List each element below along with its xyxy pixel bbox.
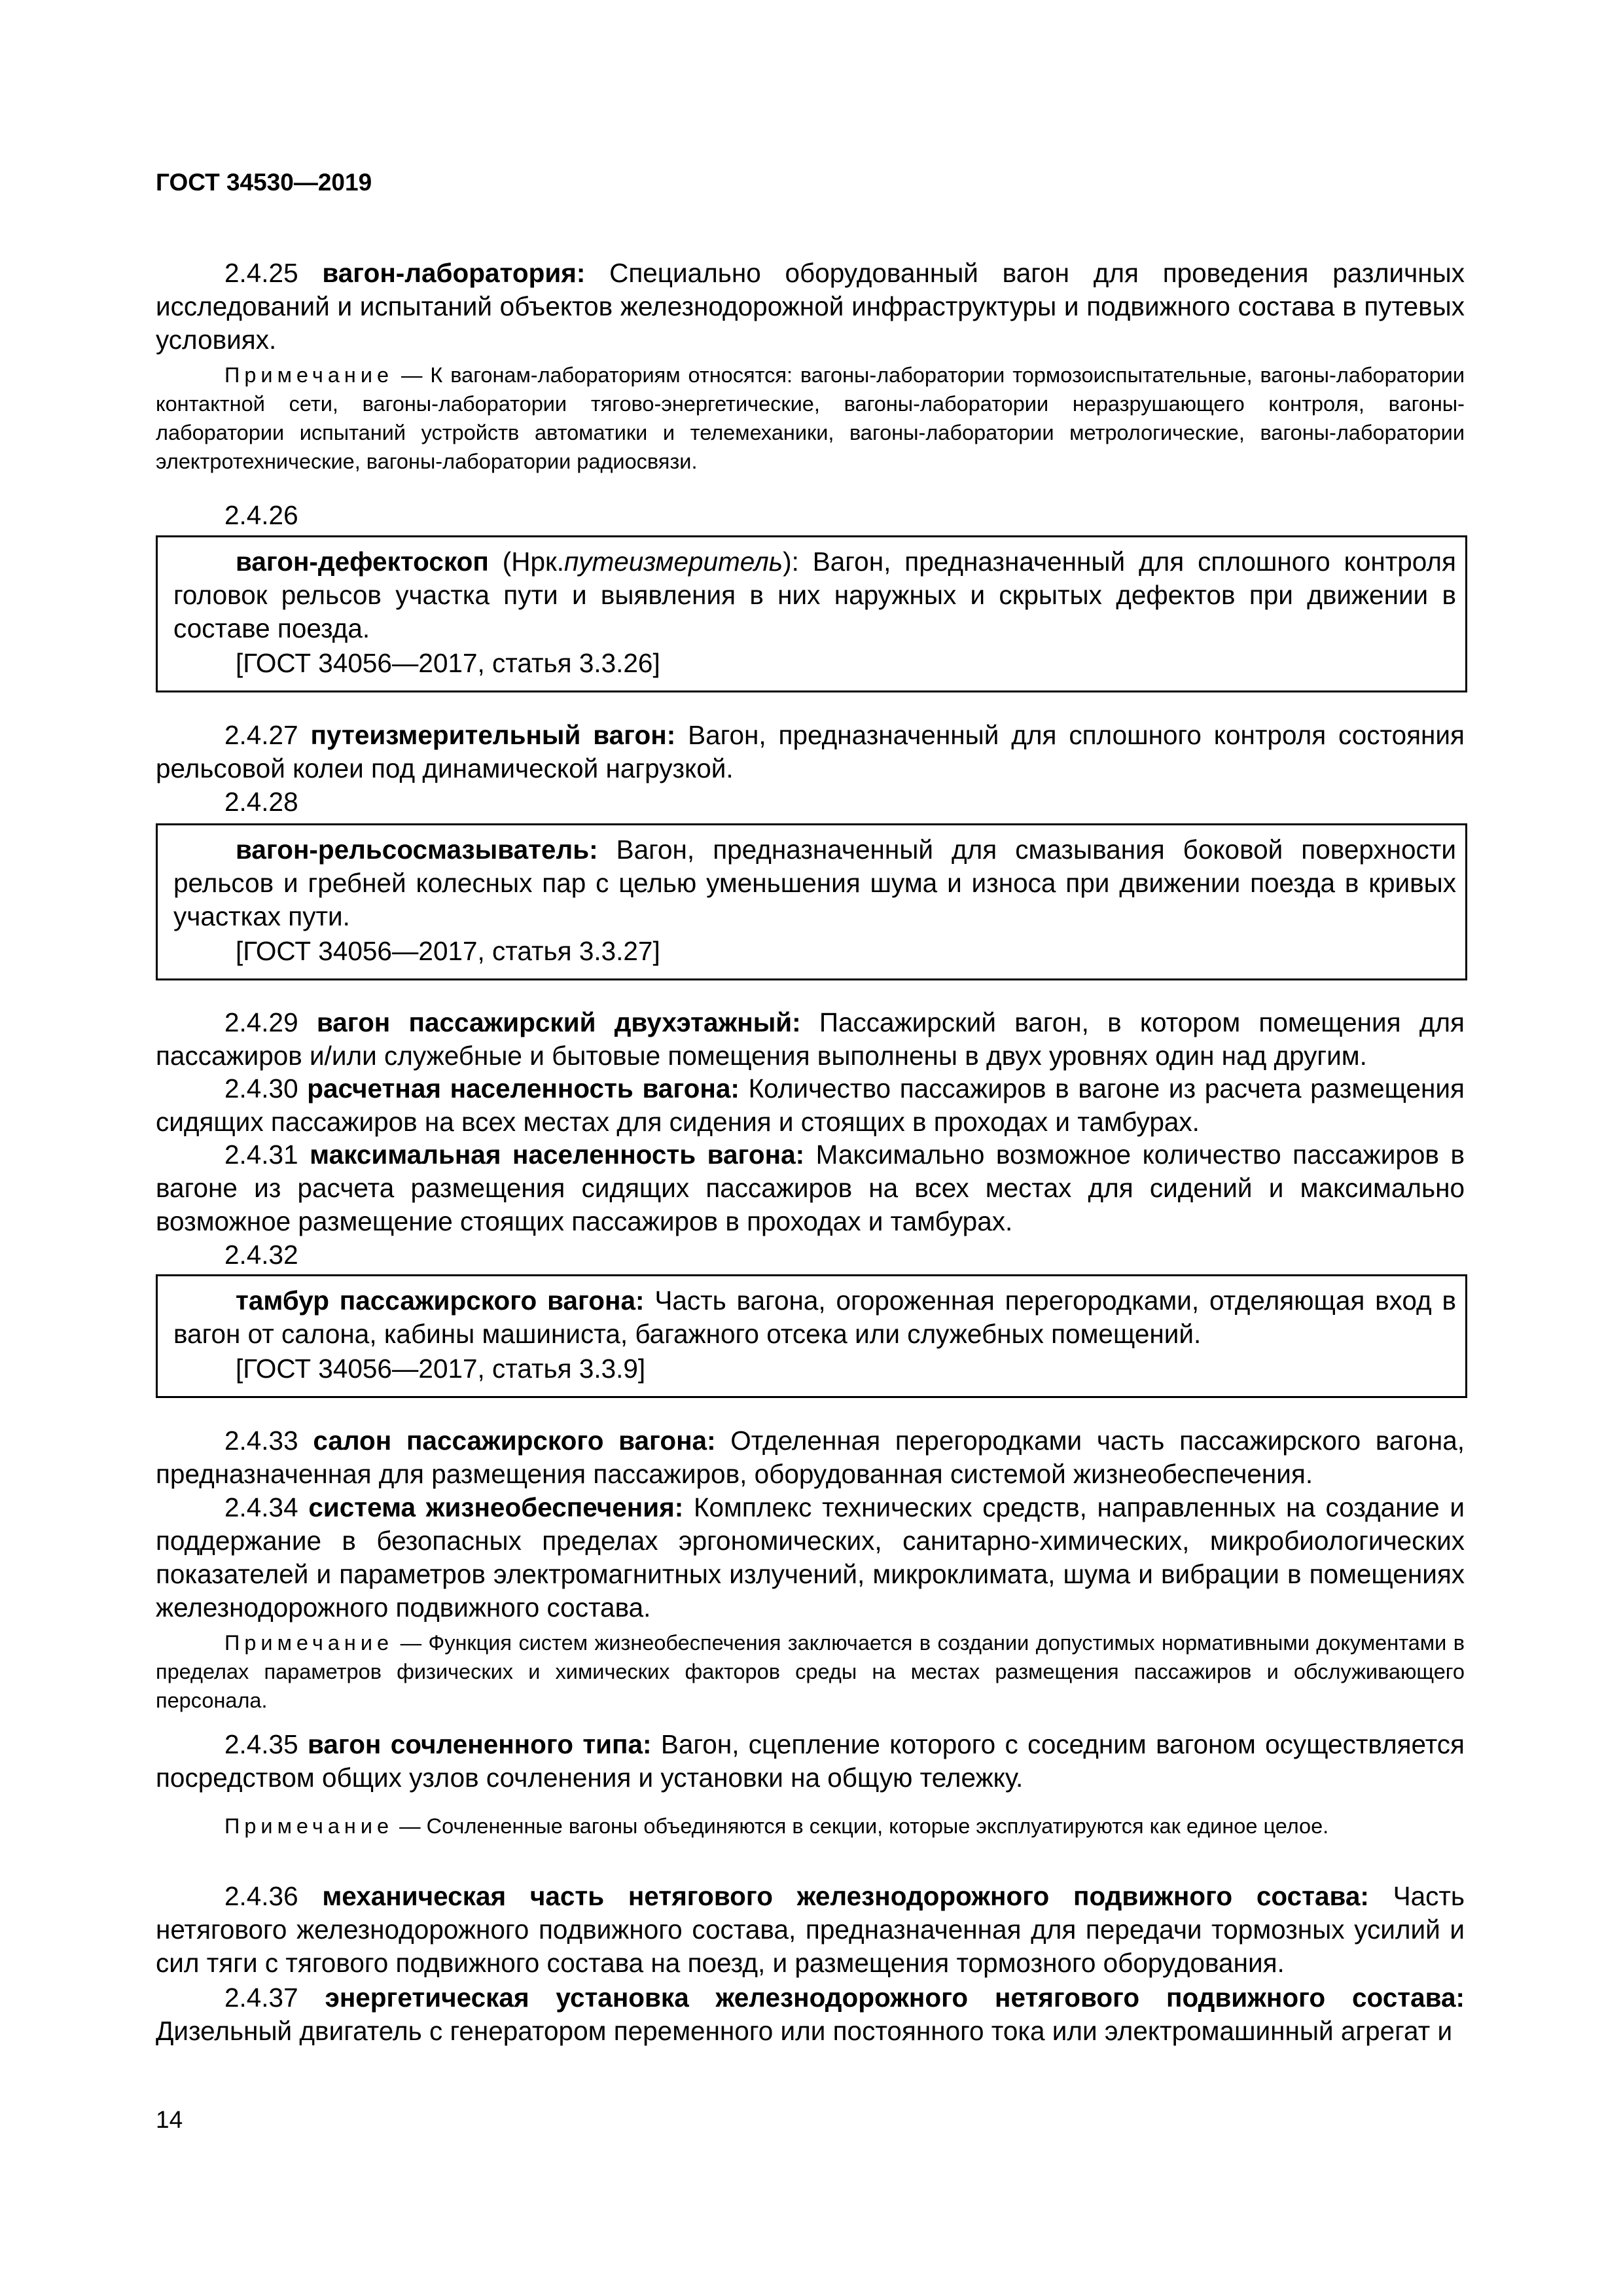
- clause-text: Отделенная перегородками часть пассажирского вагона, предназначенная для размещения пассажиров, оборудованная системой жизнеобеспечения.: [156, 1426, 1465, 1489]
- box-source: [ГОСТ 34056—2017, статья 3.3.26]: [236, 648, 660, 678]
- clause-number: 2.4.34: [224, 1492, 298, 1522]
- box-deprecated-term: путеизмеритель: [563, 547, 783, 577]
- page-number: 14: [156, 2106, 183, 2133]
- clause-number: 2.4.31: [224, 1139, 298, 1170]
- clause-number-2-4-32: 2.4.32: [224, 1240, 298, 1270]
- clause-number: 2.4.33: [224, 1426, 298, 1456]
- clause-number-2-4-28: 2.4.28: [224, 787, 298, 817]
- box-text: Вагон, предназначенный для смазывания боковой поверхности рельсов и гребней колесных пар с целью уменьшения шума и износа при движении поезда в кривых участках пути.: [173, 834, 1456, 931]
- note-text: — К вагонам-лабораториям относятся: вагоны-лаборатории тормозоиспытательные, вагоны-лаборатории контактной сети, вагоны-лаборатории тягово-энергетические, вагоны-лаборатории неразрушающего контроля, вагоны-лаборатории испытаний устройств автоматики и телемеханики, вагоны-лаборатории метрологические, вагоны-лаборатории электротехнические, вагоны-лаборатории радиосвязи.: [156, 363, 1465, 473]
- clause-2-4-33: [156, 1424, 1465, 1491]
- clause-2-4-37: [156, 1981, 1465, 2048]
- clause-number: 2.4.29: [224, 1007, 298, 1037]
- box-term: вагон-рельсосмазыватель:: [236, 834, 598, 865]
- clause-2-4-34: [156, 1491, 1465, 1624]
- clause-number: 2.4.37: [224, 1982, 298, 2013]
- clause-number: 2.4.25: [224, 258, 298, 288]
- note-2: [156, 1628, 1465, 1715]
- clause-text: Вагон, сцепление которого с соседним вагоном осуществляется посредством общих узлов сочленения и установки на общую тележку.: [156, 1729, 1465, 1793]
- clause-text: Количество пассажиров в вагоне из расчета размещения сидящих пассажиров на всех местах для сидения и стоящих в проходах и тамбурах.: [156, 1073, 1465, 1137]
- box-paren-close: ):: [783, 547, 799, 577]
- clause-text: Часть нетягового железнодорожного подвижного состава, предназначенная для передачи тормозных усилий и сил тяги с тягового подвижного состава на поезд, и размещения тормозного оборудования.: [156, 1881, 1465, 1978]
- clause-2-4-25: [156, 257, 1465, 357]
- clause-term: путеизмерительный вагон:: [310, 720, 676, 750]
- definition-box-2-4-32: [156, 1274, 1467, 1398]
- clause-text: Вагон, предназначенный для сплошного контроля состояния рельсовой колеи под динамической нагрузкой.: [156, 720, 1465, 783]
- clause-text: Специально оборудованный вагон для проведения различных исследований и испытаний объектов железнодорожной инфраструктуры и подвижного состава в путевых условиях.: [156, 258, 1465, 355]
- clause-term: вагон пассажирский двухэтажный:: [316, 1007, 801, 1037]
- note-label: Примечание: [224, 1814, 394, 1838]
- box-term: тамбур пассажирского вагона:: [236, 1285, 645, 1316]
- clause-term: вагон сочлененного типа:: [307, 1729, 652, 1759]
- note-text: — Сочлененные вагоны объединяются в секции, которые эксплуатируются как единое целое.: [399, 1814, 1329, 1838]
- clause-2-4-27: [156, 719, 1465, 785]
- clause-text: Дизельный двигатель с генератором переменного или постоянного тока или электромашинный агрегат и: [156, 2016, 1453, 2046]
- clause-term: система жизнеобеспечения:: [308, 1492, 684, 1522]
- clause-term: салон пассажирского вагона:: [313, 1426, 716, 1456]
- box-source: [ГОСТ 34056—2017, статья 3.3.9]: [236, 1354, 646, 1384]
- clause-number: 2.4.27: [224, 720, 298, 750]
- clause-2-4-35: [156, 1728, 1465, 1795]
- definition-box-2-4-26: [156, 535, 1467, 692]
- clause-term: механическая часть нетягового железнодорожного подвижного состава:: [322, 1881, 1369, 1911]
- clause-text: Пассажирский вагон, в котором помещения для пассажиров и/или служебные и бытовые помещения выполнены в двух уровнях один над другим.: [156, 1007, 1465, 1071]
- document-header: ГОСТ 34530—2019: [156, 169, 372, 196]
- note-3: [156, 1812, 1465, 1840]
- box-text: Часть вагона, огороженная перегородками, отделяющая вход в вагон от салона, кабины машиниста, багажного отсека или служебных помещений.: [173, 1285, 1456, 1349]
- box-source: [ГОСТ 34056—2017, статья 3.3.27]: [236, 936, 660, 966]
- clause-2-4-29: [156, 1006, 1465, 1073]
- clause-number: 2.4.35: [224, 1729, 298, 1759]
- clause-number-2-4-26: 2.4.26: [224, 500, 298, 530]
- clause-number: 2.4.36: [224, 1881, 298, 1911]
- clause-term: расчетная населенность вагона:: [307, 1073, 740, 1103]
- clause-2-4-31: [156, 1138, 1465, 1238]
- clause-number: 2.4.30: [224, 1073, 298, 1103]
- note-1: [156, 361, 1465, 476]
- note-label: Примечание: [224, 363, 394, 387]
- clause-term: максимальная населенность вагона:: [310, 1139, 805, 1170]
- box-paren-open: (Нрк.: [502, 547, 564, 577]
- box-term: вагон-дефектоскоп: [236, 547, 489, 577]
- clause-2-4-30: [156, 1072, 1465, 1139]
- note-text: — Функция систем жизнеобеспечения заключается в создании допустимых нормативными документами в пределах параметров физических и химических факторов среды на местах размещения пассажиров и обслуживающего персонала.: [156, 1631, 1465, 1712]
- note-label: Примечание: [224, 1631, 394, 1655]
- clause-2-4-36: [156, 1880, 1465, 1980]
- definition-box-2-4-28: [156, 823, 1467, 980]
- clause-text: Комплекс технических средств, направленных на создание и поддержание в безопасных пределах эргономических, санитарно-химических, микробиологических показателей и параметров электромагнитных излучений, микроклимата, шума и вибрации в помещениях железнодорожного подвижного состава.: [156, 1492, 1465, 1623]
- box-text: Вагон, предназначенный для сплошного контроля головок рельсов участка пути и выявления в них наружных и скрытых дефектов при движении в составе поезда.: [173, 547, 1456, 643]
- clause-text: Максимально возможное количество пассажиров в вагоне из расчета размещения сидящих пассажиров на всех местах для сидений и максимально возможное размещение стоящих пассажиров в проходах и тамбурах.: [156, 1139, 1465, 1236]
- clause-term: вагон-лаборатория:: [322, 258, 586, 288]
- clause-term: энергетическая установка железнодорожного нетягового подвижного состава:: [325, 1982, 1465, 2013]
